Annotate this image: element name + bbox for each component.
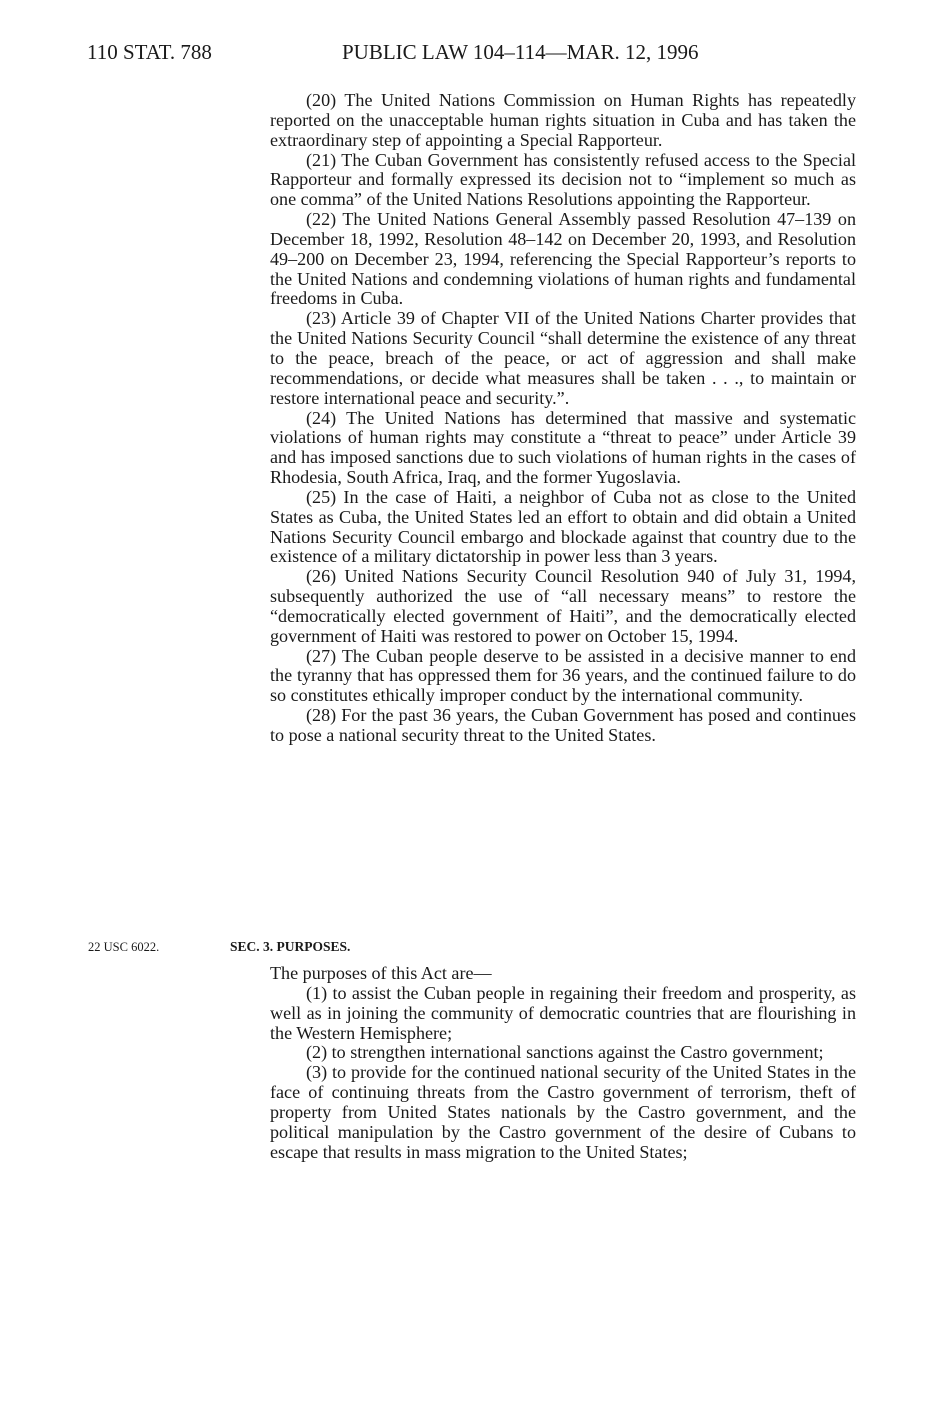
purposes-intro: The purposes of this Act are— (270, 963, 492, 983)
purpose-item: (3) to provide for the continued national security of the United States in the face of continuing threats from the Castro government of terrorism, theft of property from United States nationals by the Castro government, and the political manipulation by the Castro government of the desire of Cubans to escape that results in mass migration to the United States; (270, 1062, 856, 1162)
finding-paragraph: (27) The Cuban people deserve to be assisted in a decisive manner to end the tyranny that has oppressed them for 36 years, and the continued failure to do so constitutes ethically improper conduct by the international community. (270, 645, 856, 706)
finding-paragraph: (26) United Nations Security Council Resolution 940 of July 31, 1994, subsequently authorized the use of “all necessary means” to restore the “democratically elected government of Haiti”, and the democratically elected government of Haiti was restored to power on October 15, 1994. (270, 566, 856, 646)
statute-page-reference: 110 STAT. 788 (87, 40, 212, 64)
usc-margin-note: 22 USC 6022. (88, 940, 160, 954)
purpose-item: (2) to strengthen international sanctions against the Castro government; (306, 1042, 824, 1063)
finding-paragraph: (24) The United Nations has determined that massive and systematic violations of human rights may constitute a “threat to peace” under Article 39 and has imposed sanctions due to such violations of human rights in the cases of Rhodesia, South Africa, Iraq, and the former Yugoslavia. (270, 407, 856, 488)
finding-paragraph: (23) Article 39 of Chapter VII of the United Nations Charter provides that the United Nations Security Council “shall determine the existence of any threat to the peace, breach of the peace, or act of aggression and shall make recommendations, or decide what measures shall be taken . . ., to maintain or restore international peace and security.”. (270, 308, 856, 408)
purposes-body (270, 964, 856, 1162)
finding-paragraph: (21) The Cuban Government has consistently refused access to the Special Rapporteur and formally expressed its decision not to “implement so much as one comma” of the United Nations Resolutions appointing the Rapporteur. (270, 149, 856, 210)
running-header (0, 40, 940, 70)
finding-paragraph: (25) In the case of Haiti, a neighbor of Cuba not as close to the United States as Cuba, the United States led an effort to obtain and did obtain a United Nations Security Council embargo and blockade against that country due to the existence of a military dictatorship in power less than 3 years. (270, 486, 856, 567)
finding-paragraph: (20) The United Nations Commission on Human Rights has repeatedly reported on the unacceptable human rights situation in Cuba and has taken the extraordinary step of appointing a Special Rapporteur. (270, 90, 856, 150)
purpose-item: (1) to assist the Cuban people in regaining their freedom and prosperity, as well as in joining the community of democratic countries that are flourishing in the Western Hemisphere; (270, 982, 856, 1043)
findings-body (270, 91, 856, 746)
section-heading: SEC. 3. PURPOSES. (230, 939, 351, 954)
public-law-title: PUBLIC LAW 104–114—MAR. 12, 1996 (342, 40, 699, 64)
finding-paragraph: (22) The United Nations General Assembly passed Resolution 47–139 on December 18, 1992, Resolution 48–142 on December 20, 1993, and Resolution 49–200 on December 23, 1994, referencing the Special Rapporteur’s reports to the United Nations and condemning violations of human rights and fundamental freedoms in Cuba. (270, 209, 856, 309)
finding-paragraph: (28) For the past 36 years, the Cuban Government has posed and continues to pose a national security threat to the United States. (270, 705, 856, 745)
